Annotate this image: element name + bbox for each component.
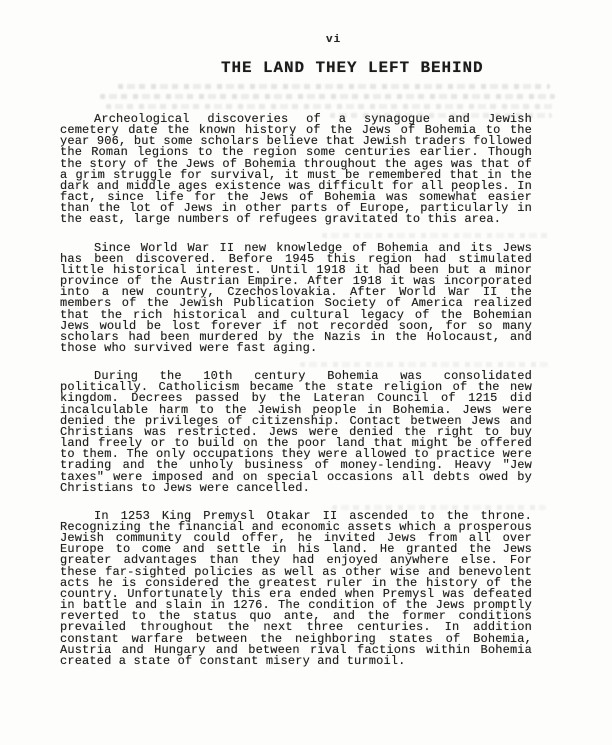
paragraph-2: Since World War II new knowledge of Bohemia and its Jews has been discovered. Before 1945 this region had stimulated little historical interest. Until 1918 it had been but a minor province of the Austrian Empire. After 1918 it was incorporated into a new country, Czechoslovakia. After World War II the members of the Jewish Publication Society of America realized that the rich historical and cultural legacy of the Bohemian Jews would be lost forever if not recorded soon, for so many scholars had been murdered by the Nazis in the Holocaust, and those who survived were fast aging.: [60, 240, 532, 355]
page-number: vi: [326, 34, 342, 46]
paragraph-4: In 1253 King Premysl Otakar II ascended to the throne. Recognizing the financial and economic assets which a prosperous Jewish community could offer, he invited Jews from all over Europe to come and settle in his land. He granted the Jews greater advantages than they had enjoyed anywhere else. For these far-sighted policies as well as other wise and benevolent acts he is considered the greatest ruler in the history of the country. Unfortunately this era ended when Premysl was defeated in battle and slain in 1276. The condition of the Jews promptly reverted to the status quo ante, and the former conditions prevailed throughout the next three centuries. In addition constant warfare between the neighboring states of Bohemia, Austria and Hungary and between rival factions within Bohemia created a state of constant misery and turmoil.: [60, 508, 532, 668]
paragraph-3: During the 10th century Bohemia was consolidated politically. Catholicism became the state religion of the new kingdom. Decrees passed by the Lateran Council of 1215 did incalculable harm to the Jewish people in Bohemia. Jews were denied the privileges of citizenship. Contact between Jews and Christians was restricted. Jews were denied the right to buy land freely or to build on the poor land that might be offered to them. The only occupations they were allowed to practice were trading and the unholy business of money-lending. Heavy "Jew taxes" were imposed and on special occasions all debts owed by Christians to Jews were cancelled.: [60, 369, 532, 495]
page-title: THE LAND THEY LEFT BEHIND: [221, 59, 484, 77]
scan-bleed-artifact-line: [118, 84, 550, 89]
document-body: [60, 114, 532, 684]
scan-bleed-artifact-line: [100, 94, 555, 99]
scan-bleed-artifact-line: [106, 104, 556, 109]
paragraph-1: Archeological discoveries of a synagogue and Jewish cemetery date the known history of the Jews of Bohemia to the year 906, but some scholars believe that Jewish traders followed the Roman legions to the region some centuries earlier. Though the story of the Jews of Bohemia throughout the ages was that of a grim struggle for survival, it must be remembered that in the dark and middle ages existence was difficult for all peoples. In fact, since life for the Jews of Bohemia was somewhat easier than the lot of Jews in other parts of Europe, particularly in the east, large numbers of refugees gravitated to this area.: [60, 112, 532, 227]
